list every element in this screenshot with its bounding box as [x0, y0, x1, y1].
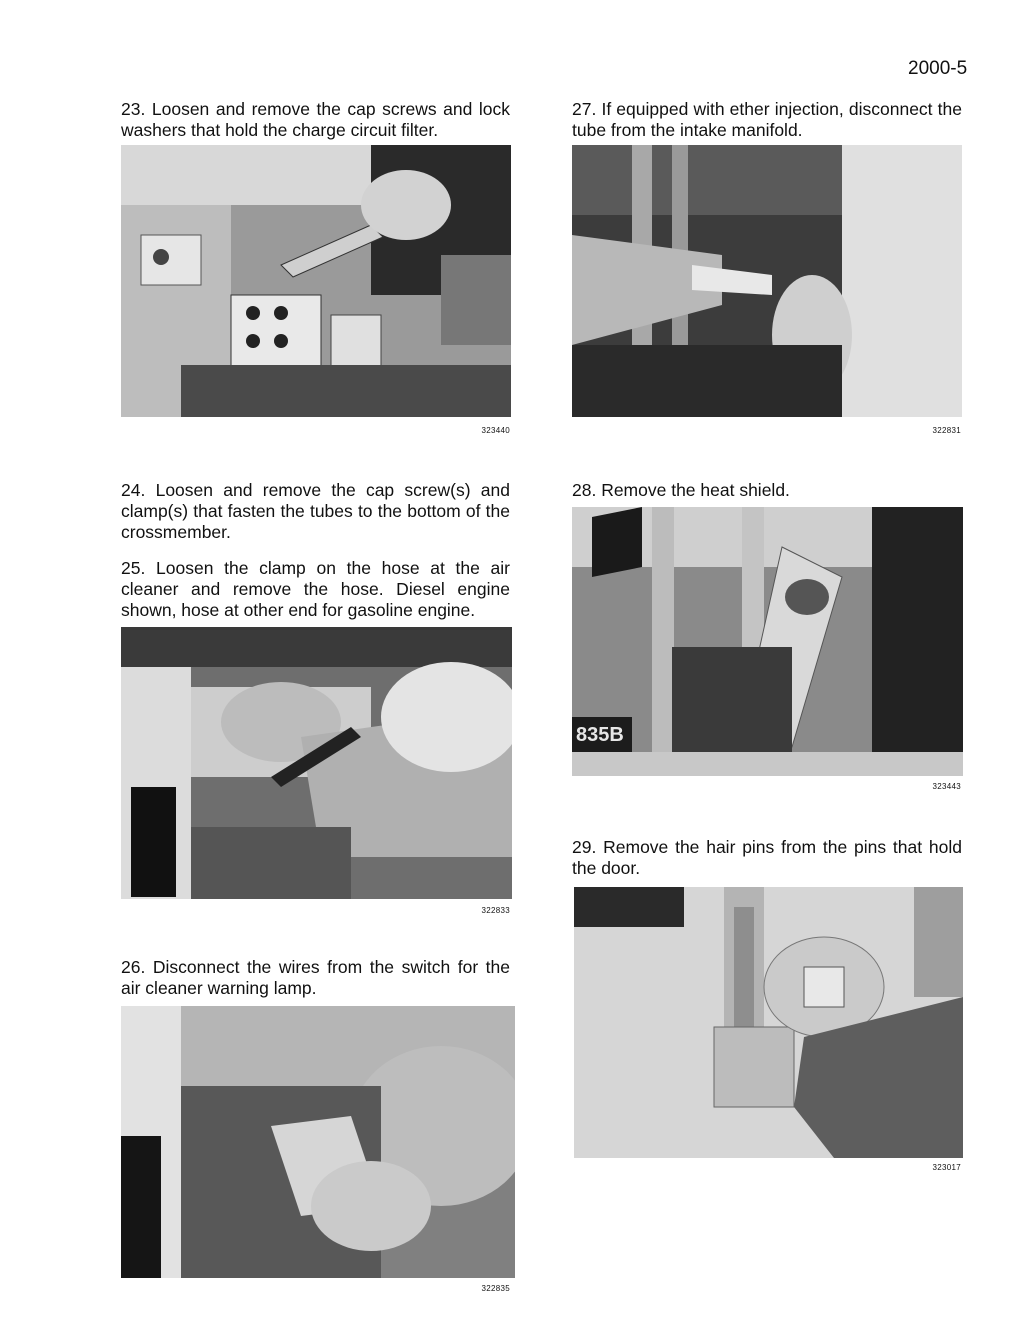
step-28-photo	[572, 507, 963, 776]
page-number: 2000-5	[908, 58, 968, 79]
step-29-photo	[574, 887, 963, 1158]
step-28-text: 28. Remove the heat shield.	[572, 480, 790, 500]
step-28-figure-id: 323443	[932, 782, 961, 791]
step-25-text: 25. Loosen the clamp on the hose at the air cleaner and remove the hose. Diesel engine shown, hose at other end for gasoline engine.	[121, 558, 510, 620]
step-27-photo	[572, 145, 962, 417]
step-29-figure-id: 323017	[932, 1163, 961, 1172]
step-23-figure-id: 323440	[481, 426, 510, 435]
step-27-text: 27. If equipped with ether injection, disconnect the tube from the intake manifold.	[572, 99, 962, 140]
step-26-figure-id: 322835	[481, 1284, 510, 1293]
step-29-text: 29. Remove the hair pins from the pins that hold the door.	[572, 837, 962, 878]
step-26-photo	[121, 1006, 515, 1278]
step-24-text: 24. Loosen and remove the cap screw(s) and clamp(s) that fasten the tubes to the bottom of the crossmember.	[121, 480, 510, 542]
step-27-figure-id: 322831	[932, 426, 961, 435]
step-23-text: 23. Loosen and remove the cap screws and lock washers that hold the charge circuit filter.	[121, 99, 510, 140]
step-23-photo	[121, 145, 511, 417]
step-25-photo	[121, 627, 512, 899]
step-25-figure-id: 322833	[481, 906, 510, 915]
decal-text: 835B	[576, 724, 624, 746]
step-26-text: 26. Disconnect the wires from the switch for the air cleaner warning lamp.	[121, 957, 510, 998]
